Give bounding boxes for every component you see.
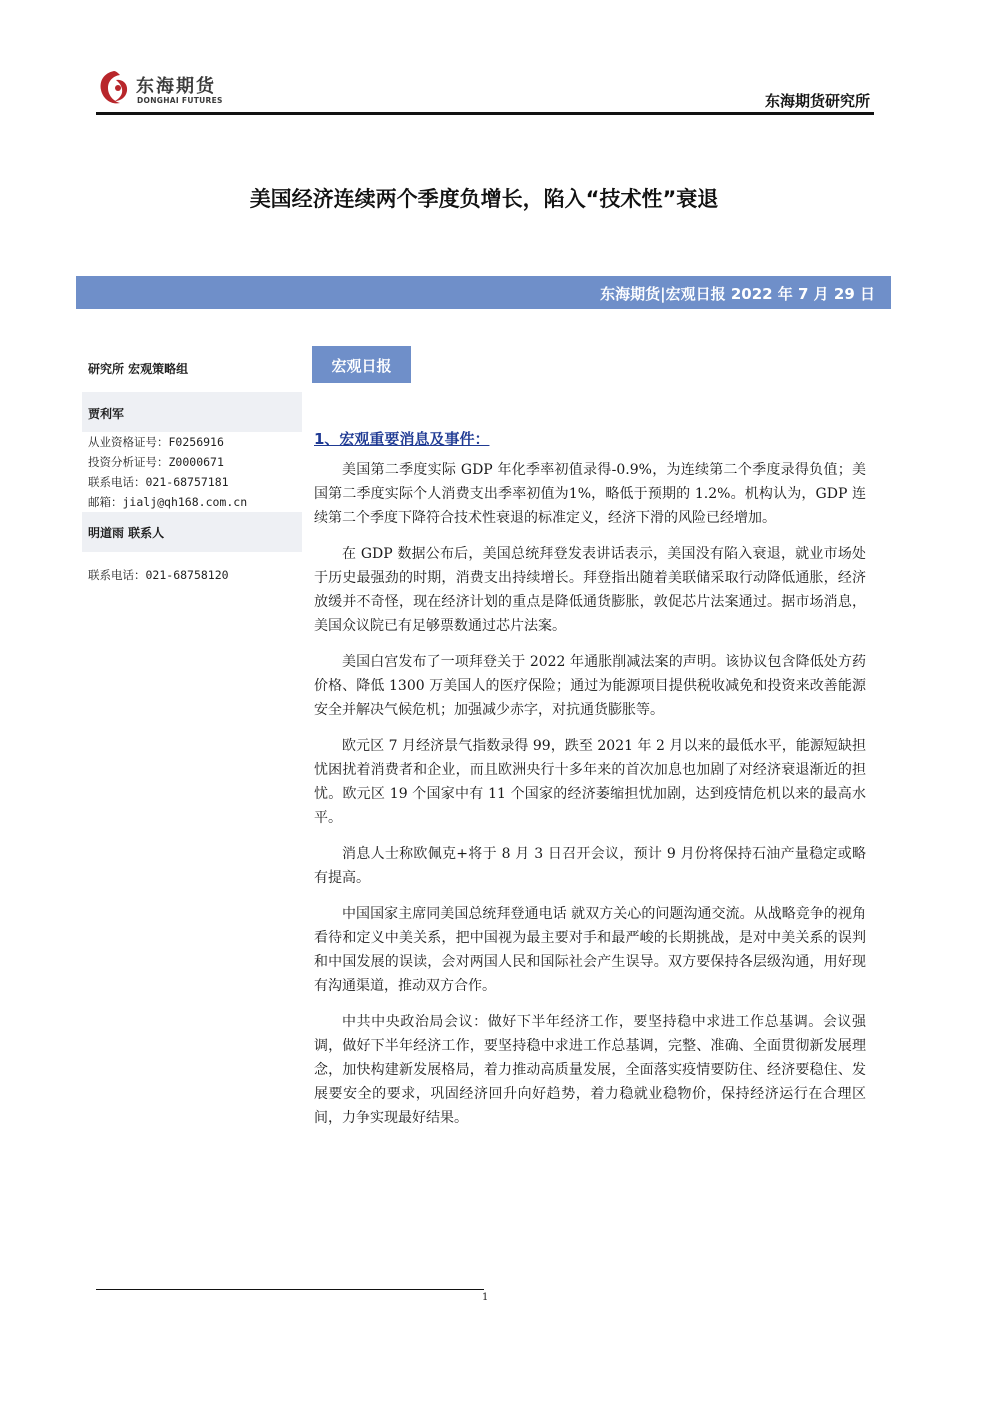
analyst-name: 贾利军 <box>88 407 125 421</box>
report-title: 美国经济连续两个季度负增长，陷入“技术性”衰退 <box>249 187 719 211</box>
contact-phone: 联系电话：021-68758120 <box>88 568 229 582</box>
analyst-license: 投资分析证号：Z0000671 <box>88 455 224 469</box>
paragraph: 欧元区 7 月经济景气指数录得 99，跌至 2021 年 2 月以来的最低水平，能源短缺担忧困扰着消费者和企业，而且欧洲央行十多年来的首次加息也加剧了对经济衰退渐近的担忧。欧元区 19 个国家中有 11 个国家的经济萎缩担忧加剧，达到疫情危机以来的最高水平。 <box>314 738 866 826</box>
section-heading[interactable]: 1、宏观重要消息及事件： <box>314 430 490 448</box>
paragraph: 中共中央政治局会议：做好下半年经济工作，要坚持稳中求进工作总基调。会议强调，做好下半年经济工作，要坚持稳中求进工作总基调，完整、准确、全面贯彻新发展理念，加快构建新发展格局，着力推动高质量发展，全面落实疫情要防住、经济要稳住、发展要安全的要求，巩固经济回升向好趋势，着力稳就业稳物价，保持经济运行在合理区间，力争实现最好结果。 <box>314 1014 866 1126</box>
department-label: 研究所 宏观策略组 <box>88 362 189 376</box>
analyst-email[interactable]: 邮箱：jialj@qh168.com.cn <box>88 495 248 509</box>
page-number: 1 <box>482 1292 489 1303</box>
section-tag-label: 宏观日报 <box>331 357 392 375</box>
report-body <box>314 458 866 1142</box>
section-tag <box>312 346 411 383</box>
paragraph: 消息人士称欧佩克+将于 8 月 3 日召开会议，预计 9 月份将保持石油产量稳定或略有提高。 <box>314 846 866 886</box>
analyst-qualification: 从业资格证号：F0256916 <box>88 435 224 449</box>
phoenix-logo-icon <box>96 68 132 108</box>
footer-divider <box>96 1289 484 1290</box>
contact-name: 明道雨 联系人 <box>88 526 165 540</box>
institute-name: 东海期货研究所 <box>764 92 870 110</box>
paragraph: 美国第二季度实际 GDP 年化季率初值录得-0.9%，为连续第二个季度录得负值；美国第二季度实际个人消费支出季率初值为1%，略低于预期的 1.2%。机构认为，GDP 连续第二个季度下降符合技术性衰退的标准定义，经济下滑的风险已经增加。 <box>314 462 866 526</box>
paragraph: 美国白宫发布了一项拜登关于 2022 年通胀削减法案的声明。该协议包含降低处方药价格、降低 1300 万美国人的医疗保险；通过为能源项目提供税收减免和投资来改善能源安全并解决气候危机；加强减少赤字，对抗通货膨胀等。 <box>314 654 866 718</box>
page-header <box>96 64 874 116</box>
paragraph: 中国国家主席同美国总统拜登通电话 就双方关心的问题沟通交流。从战略竞争的视角看待和定义中美关系，把中国视为最主要对手和最严峻的长期挑战，是对中美关系的误判和中国发展的误读，会对两国人民和国际社会产生误导。双方要保持各层级沟通，用好现有沟通渠道，推动双方合作。 <box>314 906 866 994</box>
company-logo <box>96 64 236 112</box>
header-divider <box>96 112 874 115</box>
analyst-phone: 联系电话：021-68757181 <box>88 475 229 489</box>
banner-text: 东海期货|宏观日报 2022 年 7 月 29 日 <box>600 285 875 303</box>
logo-chinese-text: 东海期货 <box>136 76 216 97</box>
logo-english-text: DONGHAI FUTURES <box>137 96 223 105</box>
report-banner <box>76 276 891 309</box>
paragraph: 在 GDP 数据公布后，美国总统拜登发表讲话表示，美国没有陷入衰退，就业市场处于历史最强劲的时期，消费支出持续增长。拜登指出随着美联储采取行动降低通胀，经济放缓并不奇怪，现在经济计划的重点是降低通货膨胀，敦促芯片法案通过。据市场消息，美国众议院已有足够票数通过芯片法案。 <box>314 546 866 634</box>
